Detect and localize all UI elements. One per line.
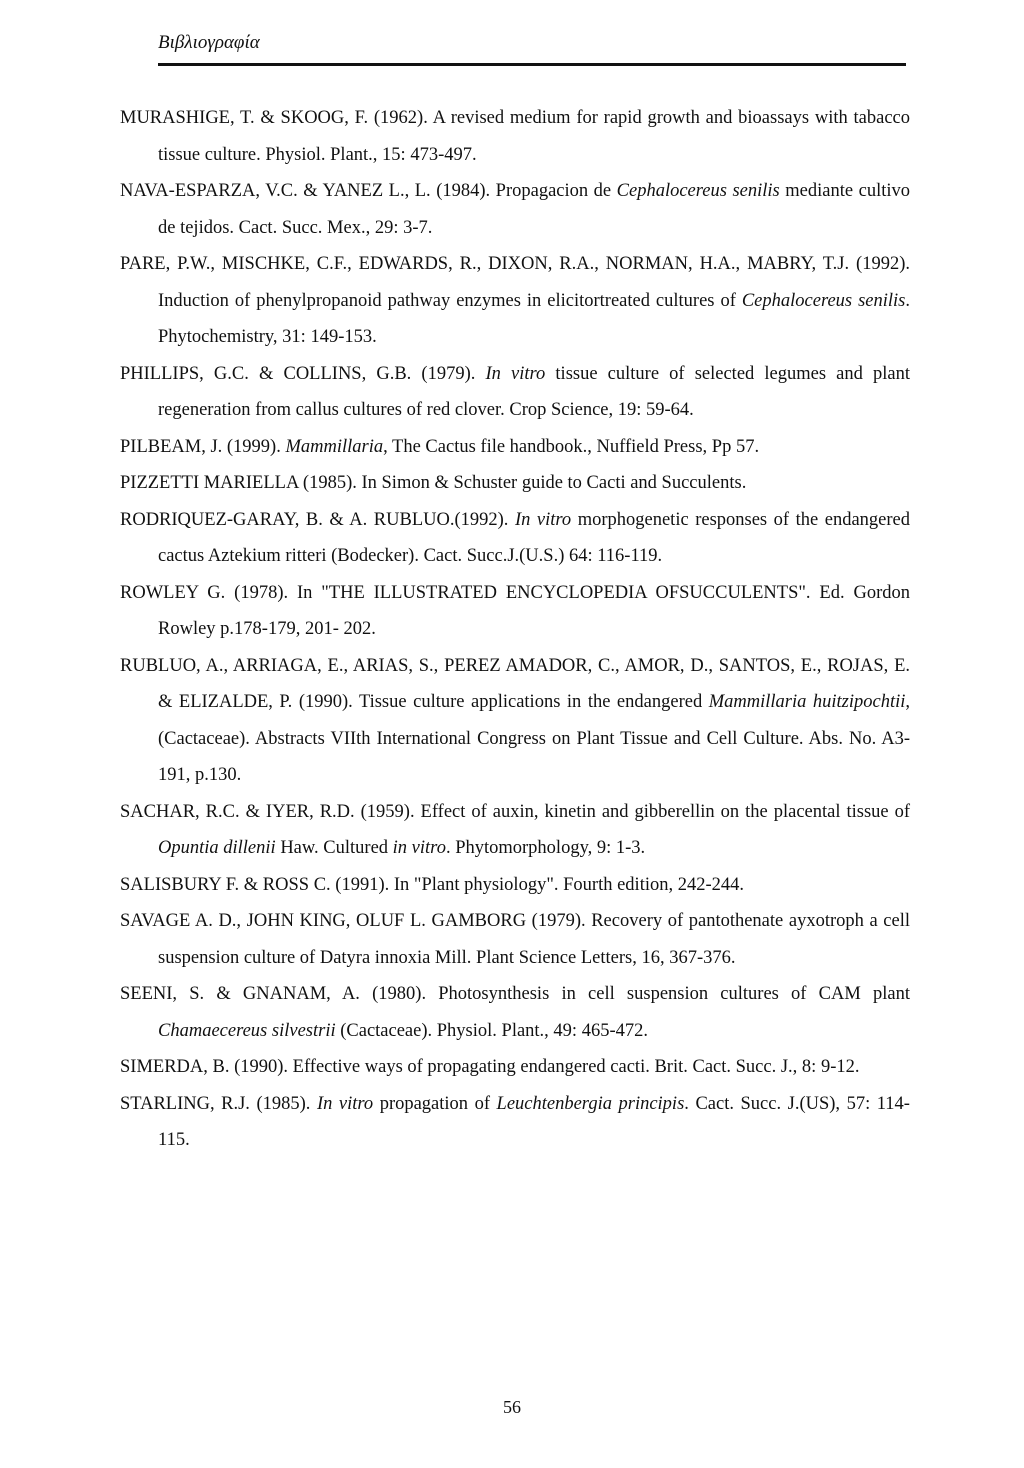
page-number: 56	[503, 1397, 521, 1417]
reference-text: PILBEAM, J. (1999).	[120, 436, 286, 457]
reference-italic: Mammillaria	[285, 436, 384, 457]
reference-text: MURASHIGE, T. & SKOOG, F. (1962). A revised medium for rapid growth and bioassays with tabacco tissue culture. Physiol. Plant., 15: 473-497.	[120, 108, 910, 165]
header-rule	[158, 63, 906, 66]
reference-text: . Cact. Succ. J.(US), 57: 114-115.	[158, 1093, 910, 1150]
reference-entry	[120, 502, 910, 575]
reference-text: tissue culture of selected legumes and plant regeneration from callus cultures of red clover. Crop Science, 19: 59-64.	[158, 363, 911, 420]
reference-text: propagation of	[373, 1093, 497, 1114]
reference-entry	[120, 976, 910, 1049]
reference-text: morphogenetic responses of the endangered cactus Aztekium ritteri (Bodecker). Cact. Succ.J.(U.S.) 64: 116-119.	[158, 509, 910, 566]
reference-text: PARE, P.W., MISCHKE, C.F., EDWARDS, R., DIXON, R.A., NORMAN, H.A., MABRY, T.J. (1992). Induction of phenylpropanoid pathway enzymes in elicitortreated cultures of	[120, 254, 910, 311]
reference-entry	[120, 465, 910, 502]
reference-text: PHILLIPS, G.C. & COLLINS, G.B. (1979).	[120, 363, 486, 384]
reference-entry	[120, 246, 910, 356]
reference-text: PIZZETTI MARIELLA (1985). In Simon & Schuster guide to Cacti and Succulents.	[120, 473, 747, 493]
reference-entry	[120, 1049, 910, 1086]
reference-text: NAVA-ESPARZA, V.C. & YANEZ L., L. (1984). Propagacion de	[120, 181, 617, 201]
reference-text: SALISBURY F. & ROSS C. (1991). In "Plant physiology". Fourth edition, 242-244.	[120, 874, 745, 895]
reference-text: . Phytochemistry, 31: 149-153.	[158, 290, 910, 347]
reference-italic: In vitro	[316, 1093, 374, 1114]
reference-list	[120, 100, 910, 1159]
reference-entry	[120, 100, 910, 173]
reference-italic: Mammillaria huitzipochtii	[708, 692, 906, 712]
reference-text: SIMERDA, B. (1990). Effective ways of propagating endangered cacti. Brit. Cact. Succ. J., 8: 9-12.	[120, 1057, 860, 1077]
reference-italic: Leuchtenbergia principis	[496, 1093, 685, 1114]
reference-entry	[120, 429, 910, 466]
reference-entry	[120, 648, 910, 794]
reference-text: RUBLUO, A., ARRIAGA, E., ARIAS, S., PEREZ AMADOR, C., AMOR, D., SANTOS, E., ROJAS, E. & ELIZALDE, P. (1990). Tissue culture applications in the endangered	[120, 655, 910, 712]
reference-entry	[120, 867, 910, 904]
reference-text: mediante cultivo de tejidos. Cact. Succ. Mex., 29: 3-7.	[158, 181, 910, 238]
reference-text: SAVAGE A. D., JOHN KING, OLUF L. GAMBORG (1979). Recovery of pantothenate ayxotroph a cell suspension culture of Datyra innoxia Mill. Plant Science Letters, 16, 367-376.	[120, 911, 910, 968]
reference-entry	[120, 356, 910, 429]
reference-italic: Chamaecereus silvestrii	[158, 1020, 336, 1041]
reference-text: (Cactaceae). Physiol. Plant., 49: 465-472.	[335, 1020, 648, 1041]
reference-entry	[120, 1086, 910, 1159]
reference-text: Haw. Cultured	[275, 838, 393, 858]
reference-text: . Phytomorphology, 9: 1-3.	[445, 838, 646, 858]
reference-text: ROWLEY G. (1978). In "THE ILLUSTRATED ENCYCLOPEDIA OFSUCCULENTS". Ed. Gordon Rowley p.178-179, 201- 202.	[120, 582, 910, 639]
reference-entry	[120, 794, 910, 867]
reference-text: RODRIQUEZ-GARAY, B. & A. RUBLUO.(1992).	[120, 509, 515, 530]
reference-italic: Opuntia dillenii	[158, 838, 276, 858]
reference-italic: In vitro	[514, 509, 572, 530]
running-header: Βιβλιογραφία	[158, 32, 260, 53]
reference-text: SEENI, S. & GNANAM, A. (1980). Photosynthesis in cell suspension cultures of CAM plant	[120, 984, 910, 1004]
reference-italic: Cephalocereus senilis	[741, 290, 906, 311]
reference-entry	[120, 173, 910, 246]
reference-italic: In vitro	[485, 363, 546, 384]
reference-italic: in vitro	[392, 838, 446, 858]
reference-text: SACHAR, R.C. & IYER, R.D. (1959). Effect of auxin, kinetin and gibberellin on the placental tissue of	[120, 801, 910, 822]
reference-text: STARLING, R.J. (1985).	[120, 1093, 317, 1114]
reference-italic: Cephalocereus senilis	[616, 181, 780, 201]
reference-text: , The Cactus file handbook., Nuffield Press, Pp 57.	[383, 436, 760, 457]
reference-entry	[120, 903, 910, 976]
reference-entry	[120, 575, 910, 648]
reference-text: , (Cactaceae). Abstracts VIIth International Congress on Plant Tissue and Cell Culture. Abs. No. A3-191, p.130.	[158, 692, 911, 785]
